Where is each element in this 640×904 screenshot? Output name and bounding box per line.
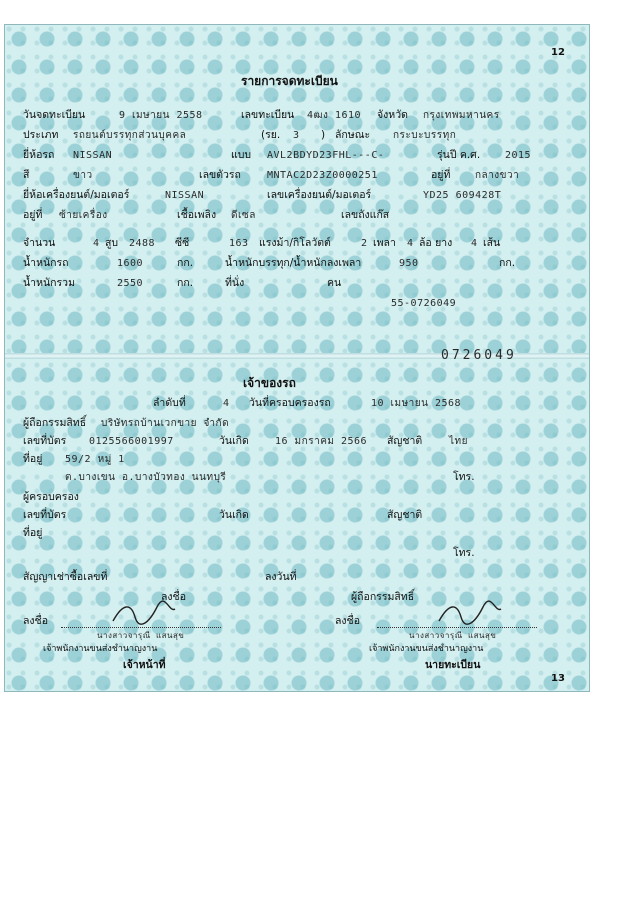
axles-unit: เพลา [373, 237, 396, 249]
owner-birth-label: วันเกิด [219, 435, 249, 447]
location-label: อยู่ที่ [431, 169, 451, 181]
fuel-value: ดีเซล [231, 210, 256, 221]
rs-close: ) [321, 129, 326, 141]
load-value: 950 [399, 258, 419, 269]
seq-value: 4 [223, 398, 230, 409]
section-title-owner: เจ้าของรถ [243, 376, 296, 390]
seats-label: ที่นั่ง [225, 277, 245, 289]
owner-nationality-label: สัญชาติ [387, 435, 423, 447]
left-signer-role: เจ้าหน้าที่ [123, 659, 166, 671]
left-signer-name: นางสาวจารุณี แสนสุข [97, 631, 185, 640]
owner-address-line2: ต.บางเขน อ.บางบัวทอง นนทบุรี [65, 472, 227, 483]
engine-no-value: YD25 609428T [423, 190, 502, 201]
owner-nationality-value: ไทย [449, 436, 468, 447]
brand-label: ยี่ห้อรถ [23, 149, 55, 161]
axles-value: 2 [361, 238, 368, 249]
reg-date-value: 9 เมษายน 2558 [119, 110, 203, 121]
hire-date-label: ลงวันที่ [265, 571, 297, 583]
right-signature-line [377, 627, 537, 628]
left-signer-position: เจ้าพนักงานขนส่งชำนาญงาน [43, 644, 158, 654]
cylinders-value: 4 [93, 238, 100, 249]
gross-unit: กก. [177, 277, 194, 289]
owner-name: บริษัทรถบ้านเวกขาย จำกัด [101, 418, 230, 429]
wheels-unit: ล้อ ยาง [419, 237, 453, 249]
cylinders-unit: สูบ [105, 237, 119, 249]
possessor-id-label: เลขที่บัตร [23, 509, 67, 521]
registration-section [5, 25, 589, 355]
reg-no-label: เลขทะเบียน [241, 109, 295, 121]
sign-label-right: ลงชื่อ [335, 615, 360, 627]
style-label: ลักษณะ [335, 129, 371, 141]
model-year-value: 2015 [505, 150, 532, 161]
possessor-birth-label: วันเกิด [219, 509, 249, 521]
possessor-address-label: ที่อยู่ [23, 527, 43, 539]
province-value: กรุงเทพมหานคร [423, 110, 500, 121]
hp-unit: แรงม้า/กิโลวัตต์ [259, 237, 331, 249]
owner-sign-label: ผู้ถือกรรมสิทธิ์ [351, 591, 415, 603]
left-signature [109, 599, 179, 627]
cc-value: 2488 [129, 238, 156, 249]
load-label: น้ำหนักบรรทุก/น้ำหนักลงเพลา [225, 257, 362, 269]
model-year-label: รุ่นปี ค.ศ. [437, 149, 481, 161]
tires-unit: เส้น [483, 237, 501, 249]
weight-value: 1600 [117, 258, 144, 269]
sign-label-left: ลงชื่อ [23, 615, 48, 627]
owner-id-value: 0125566001997 [89, 436, 174, 447]
page-number-top: 12 [551, 47, 565, 58]
gross-value: 2550 [117, 278, 144, 289]
owner-section [5, 355, 589, 693]
owner-tel-label: โทร. [453, 471, 475, 483]
page-number-bottom: 13 [551, 673, 565, 684]
location-value: กลางขวา [475, 170, 520, 181]
gross-label: น้ำหนักรวม [23, 277, 75, 289]
wheels-value: 4 [407, 238, 414, 249]
engine-brand-value: NISSAN [165, 190, 205, 201]
owner-address-line1: 59/2 หมู่ 1 [65, 454, 125, 465]
weight-unit: กก. [177, 257, 194, 269]
province-label: จังหวัด [377, 109, 408, 121]
owner-id-label: เลขที่บัตร [23, 435, 67, 447]
right-signer-name: นางสาวจารุณี แสนสุข [409, 631, 497, 640]
right-signature [435, 599, 505, 627]
fold-stamp-number: 0726049 [441, 348, 517, 363]
brand-value: NISSAN [73, 150, 113, 161]
section-title-registration: รายการจดทะเบียน [241, 74, 338, 88]
hp-value: 163 [229, 238, 249, 249]
engine-brand-label: ยี่ห้อเครื่องยนต์/มอเตอร์ [23, 189, 130, 201]
seats-unit: คน [327, 277, 342, 289]
owner-label: ผู้ถือกรรมสิทธิ์ [23, 417, 87, 429]
gas-tank-label: เลขถังแก๊ส [341, 209, 390, 221]
fuel-label: เชื้อเพลิง [177, 209, 217, 221]
model-value: AVL2BDYD23FHL---C- [267, 150, 385, 161]
seq-label: ลำดับที่ [153, 397, 186, 409]
rs-value: 3 [293, 130, 300, 141]
reg-date-label: วันจดทะเบียน [23, 109, 86, 121]
possessor-label: ผู้ครอบครอง [23, 491, 79, 503]
model-label: แบบ [231, 149, 252, 161]
document-number: 55-0726049 [391, 298, 457, 309]
rs-label: (รย. [261, 129, 281, 141]
cc-unit: ซีซี [175, 237, 190, 249]
owner-address-label: ที่อยู่ [23, 453, 43, 465]
tires-value: 4 [471, 238, 478, 249]
vehicle-registration-document [4, 24, 590, 692]
engine-no-label: เลขเครื่องยนต์/มอเตอร์ [267, 189, 372, 201]
possessor-nationality-label: สัญชาติ [387, 509, 423, 521]
color-label: สี [23, 169, 30, 181]
right-signer-role: นายทะเบียน [425, 659, 481, 671]
reg-no-value: 4ฒง 1610 [307, 110, 362, 121]
left-signature-line [61, 627, 221, 628]
color-value: ขาว [73, 170, 93, 181]
owner-birth-value: 16 มกราคม 2566 [275, 436, 368, 447]
cylinders-label: จำนวน [23, 237, 56, 249]
chassis-value: MNTAC2D23Z0000251 [267, 170, 378, 181]
type-label: ประเภท [23, 129, 59, 141]
sign-label-upper: ลงชื่อ [161, 591, 186, 603]
load-unit: กก. [499, 257, 516, 269]
possession-date-label: วันที่ครอบครองรถ [249, 397, 331, 409]
type-value: รถยนต์บรรทุกส่วนบุคคล [73, 130, 187, 141]
hire-contract-label: สัญญาเช่าซื้อเลขที่ [23, 571, 108, 583]
engine-location-label: อยู่ที่ [23, 209, 43, 221]
possessor-tel-label: โทร. [453, 547, 475, 559]
chassis-label: เลขตัวรถ [199, 169, 241, 181]
possession-date-value: 10 เมษายน 2568 [371, 398, 462, 409]
right-signer-position: เจ้าพนักงานขนส่งชำนาญงาน [369, 644, 484, 654]
weight-label: น้ำหนักรถ [23, 257, 69, 269]
style-value: กระบะบรรทุก [393, 130, 457, 141]
engine-location-value: ซ้ายเครื่อง [59, 210, 108, 221]
